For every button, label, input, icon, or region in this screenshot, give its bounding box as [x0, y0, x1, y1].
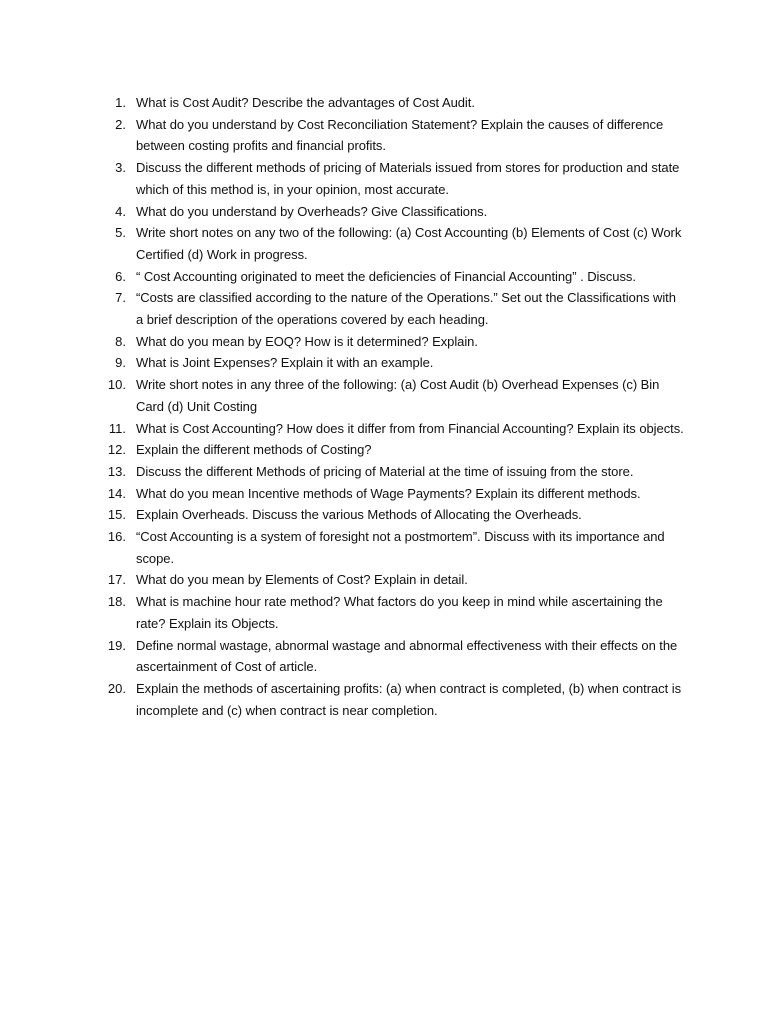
question-text: “Cost Accounting is a system of foresight not a postmortem”. Discuss with its importance and scope. — [136, 529, 665, 566]
question-number: 10. — [107, 377, 126, 393]
question-number: 9. — [115, 355, 126, 371]
question-number: 13. — [107, 463, 126, 479]
question-item — [96, 374, 686, 417]
question-text: What is machine hour rate method? What factors do you keep in mind while ascertaining the rate? Explain its Objects. — [136, 594, 663, 631]
question-number: 17. — [107, 572, 126, 588]
question-number: 1. — [115, 95, 126, 110]
question-list — [96, 92, 686, 721]
question-text: “ Cost Accounting originated to meet the deficiencies of Financial Accounting” . Discuss. — [136, 268, 636, 284]
question-text: Discuss the different Methods of pricing of Material at the time of issuing from the store. — [136, 463, 634, 479]
question-number: 4. — [115, 203, 126, 219]
question-item — [96, 92, 686, 114]
question-item — [96, 569, 686, 591]
question-item — [96, 114, 686, 157]
question-text: Explain the different methods of Costing? — [136, 442, 372, 458]
question-number: 3. — [115, 160, 126, 176]
question-number: 5. — [115, 225, 126, 241]
question-text: What do you understand by Cost Reconciliation Statement? Explain the causes of difference between costing profits and financial profits. — [136, 116, 664, 154]
question-number: 11. — [108, 420, 126, 436]
question-text: What is Cost Audit? Describe the advantages of Cost Audit. — [136, 95, 475, 110]
question-text: What do you mean Incentive methods of Wage Payments? Explain its different methods. — [136, 485, 641, 501]
question-text: “Costs are classified according to the nature of the Operations.” Set out the Classifications with a brief description of the operations covered by each heading. — [136, 290, 676, 328]
question-number: 14. — [107, 485, 126, 501]
question-number: 7. — [115, 290, 126, 306]
question-text: What do you mean by EOQ? How is it determined? Explain. — [136, 333, 478, 349]
question-item — [96, 504, 686, 526]
question-item — [96, 439, 686, 461]
question-number: 18. — [107, 594, 126, 610]
question-item — [96, 331, 686, 353]
question-number: 2. — [115, 116, 126, 132]
question-item — [96, 266, 686, 288]
question-number: 6. — [115, 268, 126, 284]
question-text: Write short notes in any three of the following: (a) Cost Audit (b) Overhead Expenses (c) Bin Card (d) Unit Costing — [136, 377, 660, 414]
question-item — [96, 678, 686, 721]
question-item — [96, 526, 686, 569]
question-number: 15. — [107, 507, 126, 523]
question-item — [96, 591, 686, 634]
question-item — [96, 352, 686, 374]
question-number: 16. — [107, 529, 126, 545]
question-item — [96, 635, 686, 678]
question-text: Write short notes on any two of the following: (a) Cost Accounting (b) Elements of Cost (c) Work Certified (d) Work in progress. — [136, 225, 682, 262]
question-item — [96, 461, 686, 483]
question-text: What is Joint Expenses? Explain it with an example. — [136, 355, 434, 371]
question-item — [96, 418, 686, 440]
question-text: Discuss the different methods of pricing of Materials issued from stores for production and state which of this method is, in your opinion, most accurate. — [136, 160, 680, 197]
question-item — [96, 201, 686, 223]
question-text: What is Cost Accounting? How does it differ from from Financial Accounting? Explain its objects. — [136, 420, 684, 436]
question-text: What do you understand by Overheads? Give Classifications. — [136, 203, 488, 219]
question-text: Explain the methods of ascertaining profits: (a) when contract is completed, (b) when contract is incomplete and (c) when contract is near completion. — [136, 680, 682, 718]
question-number: 20. — [107, 680, 126, 696]
question-text: Define normal wastage, abnormal wastage and abnormal effectiveness with their effects on the ascertainment of Cost of article. — [136, 637, 678, 675]
question-number: 8. — [115, 333, 126, 349]
question-text: What do you mean by Elements of Cost? Explain in detail. — [136, 572, 468, 588]
question-item — [96, 287, 686, 330]
question-item — [96, 483, 686, 505]
question-text: Explain Overheads. Discuss the various Methods of Allocating the Overheads. — [136, 507, 582, 523]
question-number: 12. — [107, 442, 126, 458]
question-item — [96, 222, 686, 265]
question-number: 19. — [107, 637, 126, 653]
question-item — [96, 157, 686, 200]
